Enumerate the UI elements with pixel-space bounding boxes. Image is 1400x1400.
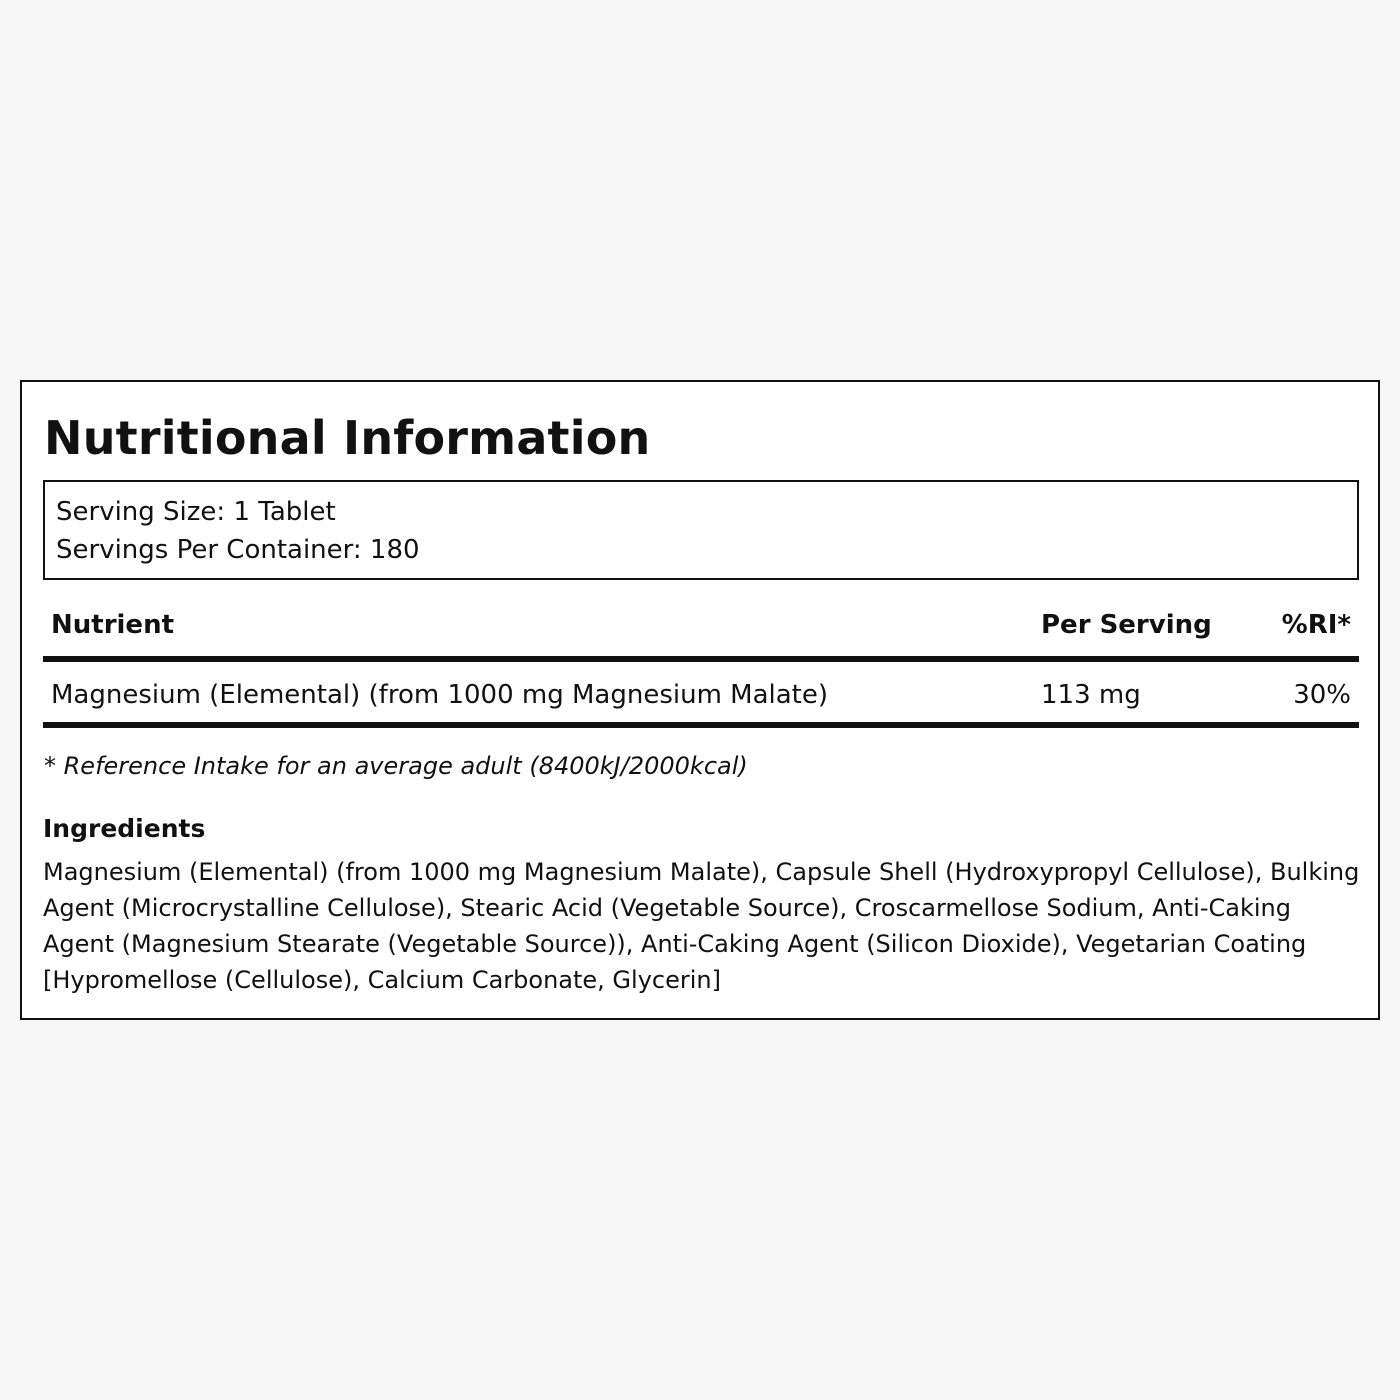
- serving-size: Serving Size: 1 Tablet: [56, 497, 336, 527]
- row-nutrient: Magnesium (Elemental) (from 1000 mg Magnesium Malate): [51, 680, 829, 710]
- nutrition-panel: [20, 380, 1380, 1020]
- table-row: [43, 664, 1359, 728]
- ingredients-heading: Ingredients: [43, 814, 206, 843]
- reference-intake-footnote: * Reference Intake for an average adult (8400kJ/2000kcal): [44, 752, 748, 780]
- ingredients-text: Magnesium (Elemental) (from 1000 mg Magnesium Malate), Capsule Shell (Hydroxypropyl Cellulose), Bulking Agent (Microcrystalline Cellulose), Stearic Acid (Vegetable Source), Croscarmellose Sodium, Anti-Caking Agent (Magnesium Stearate (Vegetable Source)), Anti-Caking Agent (Silicon Dioxide), Vegetarian Coating [Hypromellose (Cellulose), Calcium Carbonate, Glycerin]: [43, 858, 1360, 994]
- header-per-serving: Per Serving: [1041, 610, 1212, 640]
- nutrient-table-header: [43, 604, 1359, 662]
- page-title: Nutritional Information: [44, 411, 651, 465]
- header-nutrient: Nutrient: [51, 610, 175, 640]
- row-per-serving: 113 mg: [1041, 680, 1141, 710]
- header-ri: %RI*: [1281, 610, 1351, 640]
- serving-info-box: [43, 480, 1359, 580]
- servings-per-container: Servings Per Container: 180: [56, 535, 420, 565]
- row-ri: 30%: [1293, 680, 1351, 710]
